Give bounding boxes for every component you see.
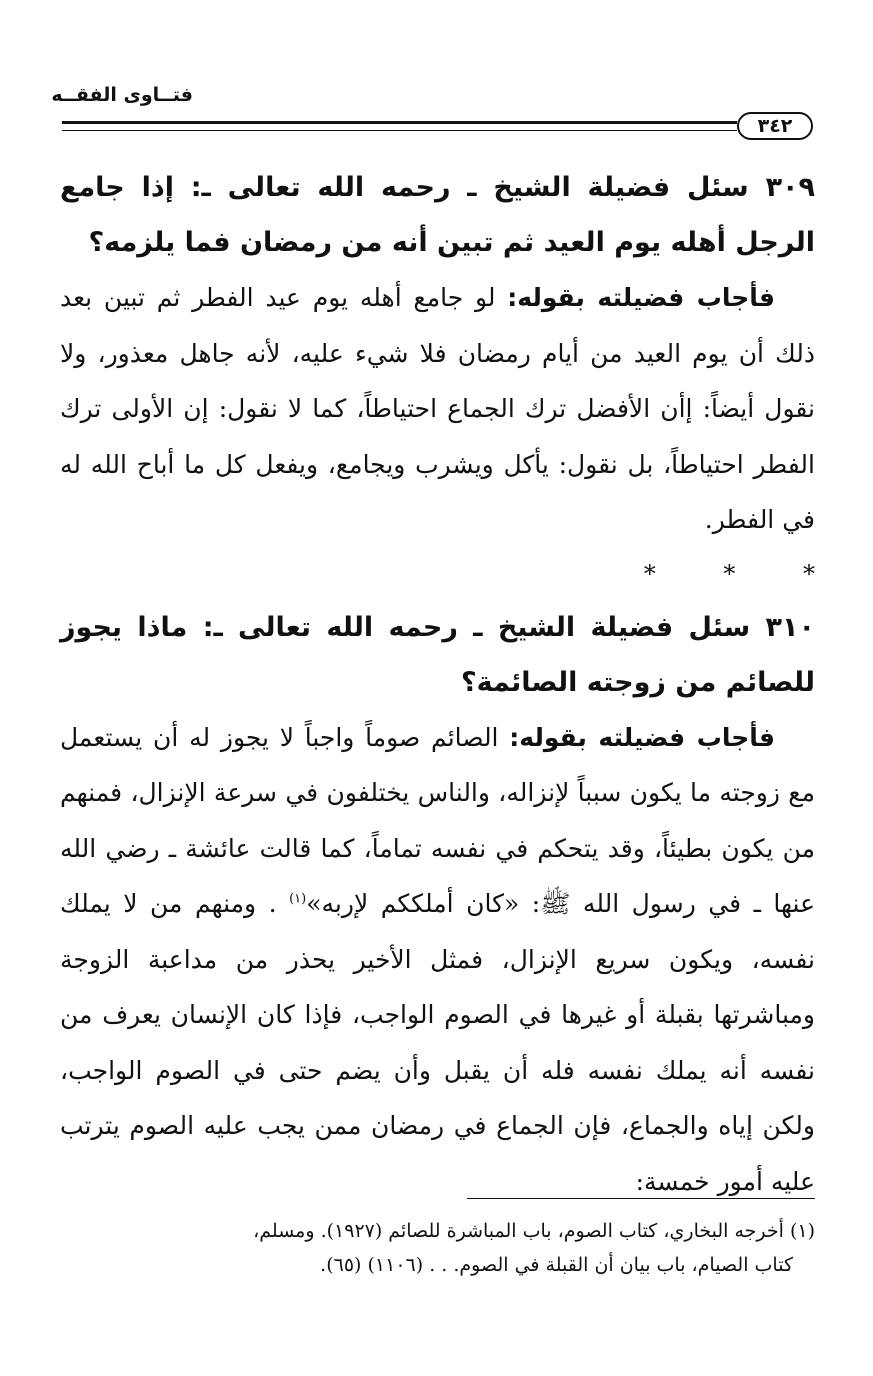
answer-309 [60,270,815,548]
question-310 [60,600,815,710]
answer-lead: فأجاب فضيلته بقوله: [509,722,775,752]
answer-text-continued: . ومنهم من لا يملك نفسه، ويكون سريع الإنزال، فمثل الأخير يحذر من مداعبة الزوجة ومباشرتها بقبلة أو غيرها في الصوم الواجب، فإذا كان الإنسان يعرف من نفسه أنه يملك نفسه فله أن يقبل وأن يضم حتى في الصوم الواجب، ولكن إياه والجماع، فإن الجماع في رمضان ممن يجب عليه الصوم يترتب عليه أمور خمسة: [60,889,815,1196]
question-text: سئل فضيلة الشيخ ـ رحمه الله تعالى ـ: ماذا يجوز للصائم من زوجته الصائمة؟ [60,611,815,698]
footnote-line-1: (١) أخرجه البخاري، كتاب الصوم، باب المباشرة للصائم (١٩٢٧). ومسلم، [253,1220,815,1242]
question-text: سئل فضيلة الشيخ ـ رحمه الله تعالى ـ: إذا جامع الرجل أهله يوم العيد ثم تبين أنه من رمضان فما يلزمه؟ [60,172,815,258]
answer-lead: فأجاب فضيلته بقوله: [507,283,776,312]
hadith-quote: «كان أملككم لإربه» [306,889,520,918]
running-title: فتــاوى الفقــه [51,84,193,106]
footnote-rule [467,1198,815,1199]
answer-text: لو جامع أهله يوم عيد الفطر ثم تبين بعد ذلك أن يوم العيد من أيام رمضان فلا شيء عليه، لأنه جاهل معذور، ولا نقول أيضاً: إأن الأفضل ترك الجماع احتياطاً، كما لا نقول: إن الأولى ترك الفطر احتياطاً، بل نقول: يأكل ويشرب ويجامع، ويفعل كل ما أباح الله له في الفطر. [60,283,815,534]
question-number: ٣١٠ [765,611,815,643]
answer-310 [60,710,815,1210]
footnote-ref: (١) [289,891,307,907]
question-number: ٣٠٩ [765,172,816,203]
page-number: ٣٤٢ [737,112,813,140]
question-309 [60,160,815,270]
answer-text: الصائم صوماً واجباً لا يجوز له أن يستعمل مع زوجته ما يكون سبباً لإنزاله، والناس يختلفون في سرعة الإنزال، فمنهم من يكون بطيئاً، وقد يتحكم في نفسه تماماً، كما قالت عائشة ـ رضي الله عنها ـ في رسول الله ﷺ: [60,722,816,918]
header-rule [62,121,737,131]
footnote-line-2: كتاب الصيام، باب بيان أن القبلة في الصوم. . . (١١٠٦) (٦٥). [320,1254,793,1276]
footnote [60,1214,815,1282]
main-text [60,160,845,1209]
section-separator: * * * [643,559,845,588]
